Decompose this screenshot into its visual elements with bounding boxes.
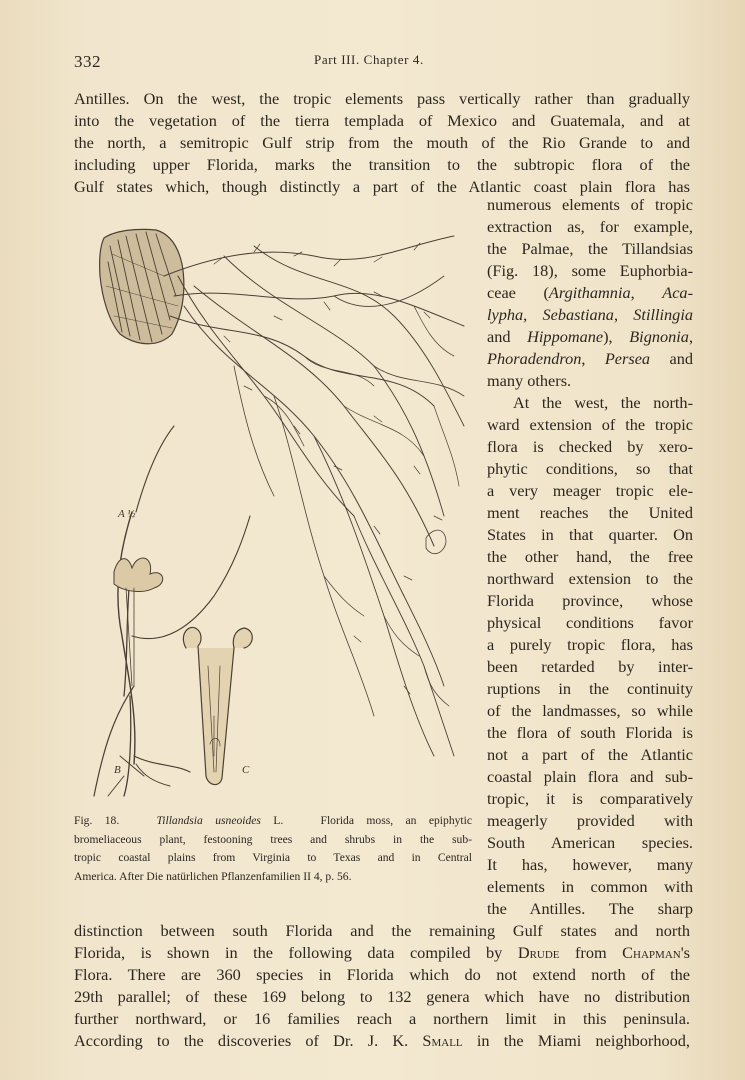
caption-line: tropic coastal plains from Virginia to Texas and in Central bbox=[74, 851, 472, 864]
column-line: South American species. bbox=[487, 833, 693, 852]
figure-label-a: A ½ bbox=[118, 508, 136, 520]
column-line: meagerly provided with bbox=[487, 811, 693, 830]
column-line: elements in common with bbox=[487, 877, 693, 896]
column-line: ward extension of the tropic bbox=[487, 415, 693, 434]
column-line: the Antilles. The sharp bbox=[487, 899, 693, 918]
column-line: ruptions in the continuity bbox=[487, 679, 693, 698]
body-line: Antilles. On the west, the tropic elements pass vertically rather than gradually bbox=[74, 89, 690, 108]
body-line: Gulf states which, though distinctly a part of the Atlantic coast plain flora has bbox=[74, 177, 690, 196]
column-line: the flora of south Florida is bbox=[487, 723, 693, 742]
column-line: ment reaches the United bbox=[487, 503, 693, 522]
running-head: Part III. Chapter 4. bbox=[314, 52, 424, 67]
column-line: Phoradendron, Persea and bbox=[487, 349, 693, 368]
figure-label-b: B bbox=[114, 764, 121, 776]
body-line: Florida, is shown in the following data compiled by Drude from Chapman's bbox=[74, 943, 690, 962]
column-line: lypha, Sebastiana, Stillingia bbox=[487, 305, 693, 324]
column-line: At the west, the north- bbox=[513, 393, 693, 412]
body-line: According to the discoveries of Dr. J. K. Small in the Miami neighborhood, bbox=[74, 1031, 690, 1050]
body-line: the north, a semitropic Gulf strip from the mouth of the Rio Grande to and bbox=[74, 133, 690, 152]
body-line: including upper Florida, marks the transition to the subtropic flora of the bbox=[74, 155, 690, 174]
caption-line: bromeliaceous plant, festooning trees and shrubs in the sub- bbox=[74, 832, 472, 846]
page-number: 332 bbox=[74, 52, 101, 71]
column-line: the other hand, the free bbox=[487, 547, 693, 566]
column-line: (Fig. 18), some Euphorbia- bbox=[487, 261, 693, 280]
figure-caption bbox=[74, 812, 472, 886]
column-line: northward extension to the bbox=[487, 569, 693, 588]
column-line: phytic conditions, so that bbox=[487, 459, 693, 478]
column-line: flora is checked by xero- bbox=[487, 437, 693, 456]
column-line: coastal plain flora and sub- bbox=[487, 767, 693, 786]
column-line: tropic, it is comparatively bbox=[487, 789, 693, 808]
body-line: into the vegetation of the tierra templada of Mexico and Guatemala, and at bbox=[74, 111, 690, 130]
column-line: physical conditions favor bbox=[487, 613, 693, 632]
figure-engraving bbox=[74, 216, 474, 808]
caption-line: Fig. 18. Tillandsia usneoides L. Florida moss, an epiphytic bbox=[74, 814, 472, 827]
caption-line: America. After Die natürlichen Pflanzenfamilien II 4, p. 56. bbox=[74, 869, 352, 883]
column-line: the Palmae, the Tillandsias bbox=[487, 239, 693, 258]
column-line: ceae (Argithamnia, Aca- bbox=[487, 283, 693, 302]
column-line: It has, however, many bbox=[487, 855, 693, 874]
column-line: been retarded by inter- bbox=[487, 657, 693, 676]
body-line: distinction between south Florida and the remaining Gulf states and north bbox=[74, 921, 690, 940]
body-line: further northward, or 16 families reach a northern limit in this peninsula. bbox=[74, 1009, 690, 1028]
column-line: a very meager tropic ele- bbox=[487, 481, 693, 500]
column-line: and Hippomane), Bignonia, bbox=[487, 327, 694, 346]
body-line: 29th parallel; of these 169 belong to 132 genera which have no distribution bbox=[74, 987, 690, 1006]
column-line: States in that quarter. On bbox=[487, 525, 693, 544]
column-line: a purely tropic flora, has bbox=[487, 635, 693, 654]
page-header bbox=[74, 52, 689, 74]
column-line: numerous elements of tropic bbox=[487, 195, 693, 214]
column-line: of the landmasses, so while bbox=[487, 701, 693, 720]
column-line: many others. bbox=[487, 371, 572, 390]
figure-label-c: C bbox=[242, 764, 250, 776]
body-line: Flora. There are 360 species in Florida which do not extend north of the bbox=[74, 965, 690, 984]
column-line: Florida province, whose bbox=[487, 591, 693, 610]
column-line: not a part of the Atlantic bbox=[487, 745, 693, 764]
column-line: extraction as, for example, bbox=[487, 217, 693, 236]
